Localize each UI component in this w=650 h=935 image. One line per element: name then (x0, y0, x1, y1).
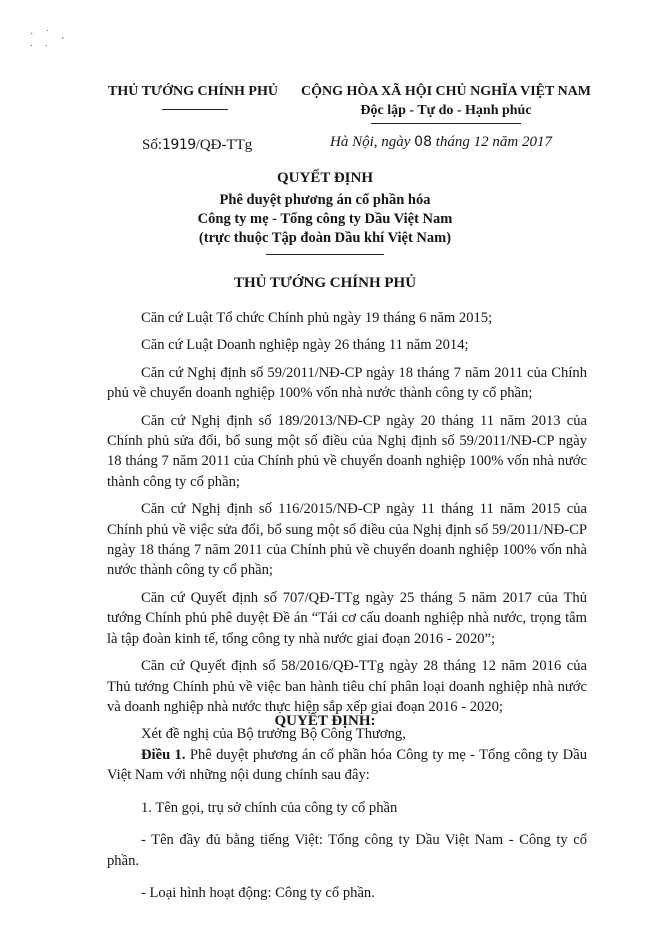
issuing-authority-header (108, 84, 288, 110)
article-item: - Loại hình hoạt động: Công ty cổ phần. (141, 885, 375, 902)
organization-name: THỦ TƯỚNG CHÍNH PHỦ (108, 84, 278, 99)
preamble-paragraph: Căn cứ Quyết định số 707/QĐ-TTg ngày 25 tháng 5 năm 2017 của Thủ tướng Chính phủ phê duyệt Đề án “Tái cơ cấu doanh nghiệp nhà nước, trọng tâm là tập đoàn kinh tế, tổng công ty nhà nước giai đoạn 2016 - 2020”; (107, 589, 587, 647)
national-motto: Độc lập - Tự do - Hạnh phúc (360, 103, 532, 118)
date-handwritten-day: 08 (414, 134, 432, 150)
preamble-paragraph: Xét đề nghị của Bộ trưởng Bộ Công Thương, (141, 726, 406, 743)
preamble-paragraph: Căn cứ Nghị định số 116/2015/NĐ-CP ngày 11 tháng 11 năm 2015 của Chính phủ về việc sửa đổi, bổ sung một số điều của Nghị định số 59/2011/NĐ-CP ngày 18 tháng 7 năm 2011 của Chính phủ về chuyển doanh nghiệp 100% vốn nhà nước thành công ty cổ phần; (107, 501, 587, 579)
issuer-heading: THỦ TƯỚNG CHÍNH PHỦ (233, 275, 417, 291)
decision-title-block (0, 170, 650, 255)
article-1-label: Điều 1. (141, 747, 186, 763)
article-item: 1. Tên gọi, trụ sở chính của công ty cổ phần (141, 799, 398, 816)
title-divider (266, 254, 384, 255)
preamble-paragraph: Căn cứ Luật Tổ chức Chính phủ ngày 19 tháng 6 năm 2015; (141, 310, 493, 326)
decision-section-heading: QUYẾT ĐỊNH: (274, 713, 376, 729)
doc-number-handwritten: 1919 (162, 137, 196, 153)
doc-number-prefix: Số: (142, 137, 163, 153)
article-1 (107, 745, 587, 786)
decision-heading: QUYẾT ĐỊNH (277, 170, 373, 186)
national-header (296, 84, 596, 124)
preamble-paragraph: Căn cứ Quyết định số 58/2016/QĐ-TTg ngày 28 tháng 12 năm 2016 của Thủ tướng Chính phủ về việc ban hành tiêu chí phân loại doanh nghiệp nhà nước và doanh nghiệp nhà nước thực hiện sắp xếp giai đoạn 2016 - 2020; (107, 658, 587, 715)
article-item: - Tên đầy đủ bằng tiếng Việt: Tổng công ty Dầu Việt Nam - Công ty cổ phần. (107, 832, 587, 869)
motto-divider (371, 123, 521, 124)
preamble-paragraph: Căn cứ Nghị định số 59/2011/NĐ-CP ngày 18 tháng 7 năm 2011 của Chính phủ về chuyển doanh nghiệp 100% vốn nhà nước thành công ty cổ phần; (107, 364, 587, 402)
doc-number-suffix: /QĐ-TTg (195, 137, 253, 153)
article-1-text: Phê duyệt phương án cổ phần hóa Công ty mẹ - Tổng công ty Dầu Việt Nam với những nội dung chính sau đây: (107, 747, 587, 784)
date-prefix: Hà Nội, ngày (330, 134, 411, 150)
title-line-3: (trực thuộc Tập đoàn Dầu khí Việt Nam) (198, 230, 452, 246)
nation-name: CỘNG HÒA XÃ HỘI CHỦ NGHĨA VIỆT NAM (300, 84, 591, 99)
articles-section (107, 745, 587, 915)
title-line-2: Công ty mẹ - Tổng công ty Dầu Việt Nam (197, 211, 453, 227)
header-divider (162, 109, 228, 110)
preamble-paragraph: Căn cứ Nghị định số 189/2013/NĐ-CP ngày 20 tháng 11 năm 2013 của Chính phủ sửa đổi, bổ sung một số điều của Nghị định số 59/2011/NĐ-CP ngày 18 tháng 7 năm 2011 của Chính phủ về chuyển doanh nghiệp 100% vốn nhà nước thành công ty cổ phần; (107, 412, 587, 490)
title-line-1: Phê duyệt phương án cổ phần hóa (219, 192, 431, 208)
preamble (107, 308, 587, 752)
preamble-paragraph: Căn cứ Luật Doanh nghiệp ngày 26 tháng 11 năm 2014; (141, 337, 469, 354)
document-date (330, 134, 552, 151)
date-suffix: tháng 12 năm 2017 (435, 134, 552, 150)
document-number (142, 137, 252, 154)
scan-artifact: · ˙ ˛ . . (30, 29, 70, 49)
